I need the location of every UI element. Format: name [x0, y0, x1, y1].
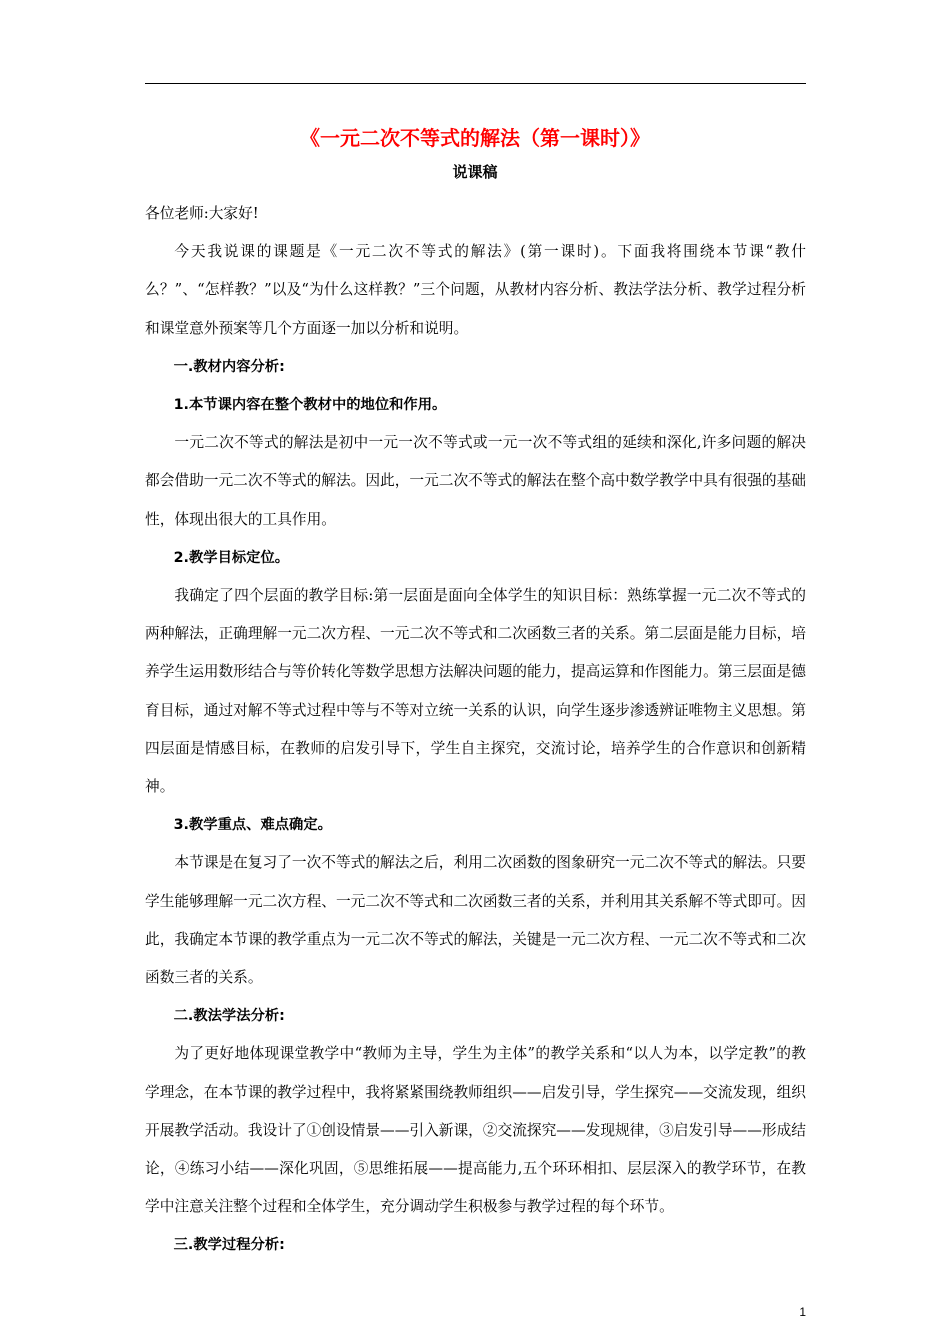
section-heading-3: 三.教学过程分析:	[173, 1237, 285, 1254]
paragraph-methods: 为了更好地体现课堂教学中“教师为主导，学生为主体”的教学关系和“以人为本，以学定教”的教学理念，在本节课的教学过程中，我将紧紧围绕教师组织——启发引导，学生探究——交流发现，组织开展教学活动。我设计了①创设情景——引入新课，②交流探究——发现规律，③启发引导——形成结论，④练习小结——深化巩固，⑤思维拓展——提高能力,五个环环相扣、层层深入的教学环节，在教学中注意关注整个过程和全体学生，充分调动学生积极参与教学过程的每个环节。	[145, 1045, 806, 1216]
paragraph-position-role: 一元二次不等式的解法是初中一元一次不等式或一元一次不等式组的延续和深化,许多问题的解决都会借助一元二次不等式的解法。因此，一元二次不等式的解法在整个高中数学教学中具有很强的基础性，体现出很大的工具作用。	[145, 434, 806, 528]
section-heading-2: 二.教法学法分析:	[173, 1008, 285, 1025]
paragraph-intro: 今天我说课的课题是《一元二次不等式的解法》(第一课时)。下面我将围绕本节课“教什么？”、“怎样教？”以及“为什么这样教？”三个问题，从教材内容分析、教法学法分析、教学过程分析和课堂意外预案等几个方面逐一加以分析和说明。	[145, 243, 806, 337]
section-heading-1: 一.教材内容分析:	[173, 358, 285, 375]
document-subtitle: 说课稿	[452, 163, 498, 181]
page-number: 1	[799, 1305, 806, 1319]
header-rule	[145, 83, 806, 84]
paragraph-teaching-goals: 我确定了四个层面的教学目标:第一层面是面向全体学生的知识目标：熟练掌握一元二次不等式的两种解法，正确理解一元二次方程、一元二次不等式和二次函数三者的关系。第二层面是能力目标，培养学生运用数形结合与等价转化等数学思想方法解决问题的能力，提高运算和作图能力。第三层面是德育目标，通过对解不等式过程中等与不等对立统一关系的认识，向学生逐步渗透辨证唯物主义思想。第四层面是情感目标，在教师的启发引导下，学生自主探究，交流讨论，培养学生的合作意识和创新精神。	[145, 587, 806, 796]
document-title: 《一元二次不等式的解法（第一课时）》	[300, 126, 650, 150]
paragraph-key-points: 本节课是在复习了一次不等式的解法之后，利用二次函数的图象研究一元二次不等式的解法。只要学生能够理解一元二次方程、一元二次不等式和二次函数三者的关系，并利用其关系解不等式即可。因此，我确定本节课的教学重点为一元二次不等式的解法，关键是一元二次方程、一元二次不等式和二次函数三者的关系。	[145, 854, 806, 987]
subsection-heading-1-2: 2.教学目标定位。	[173, 549, 290, 566]
subsection-heading-1-1: 1.本节课内容在整个教材中的地位和作用。	[173, 397, 447, 414]
greeting: 各位老师:大家好!	[145, 205, 259, 222]
document-body	[145, 195, 806, 1265]
subsection-heading-1-3: 3.教学重点、难点确定。	[173, 817, 332, 834]
